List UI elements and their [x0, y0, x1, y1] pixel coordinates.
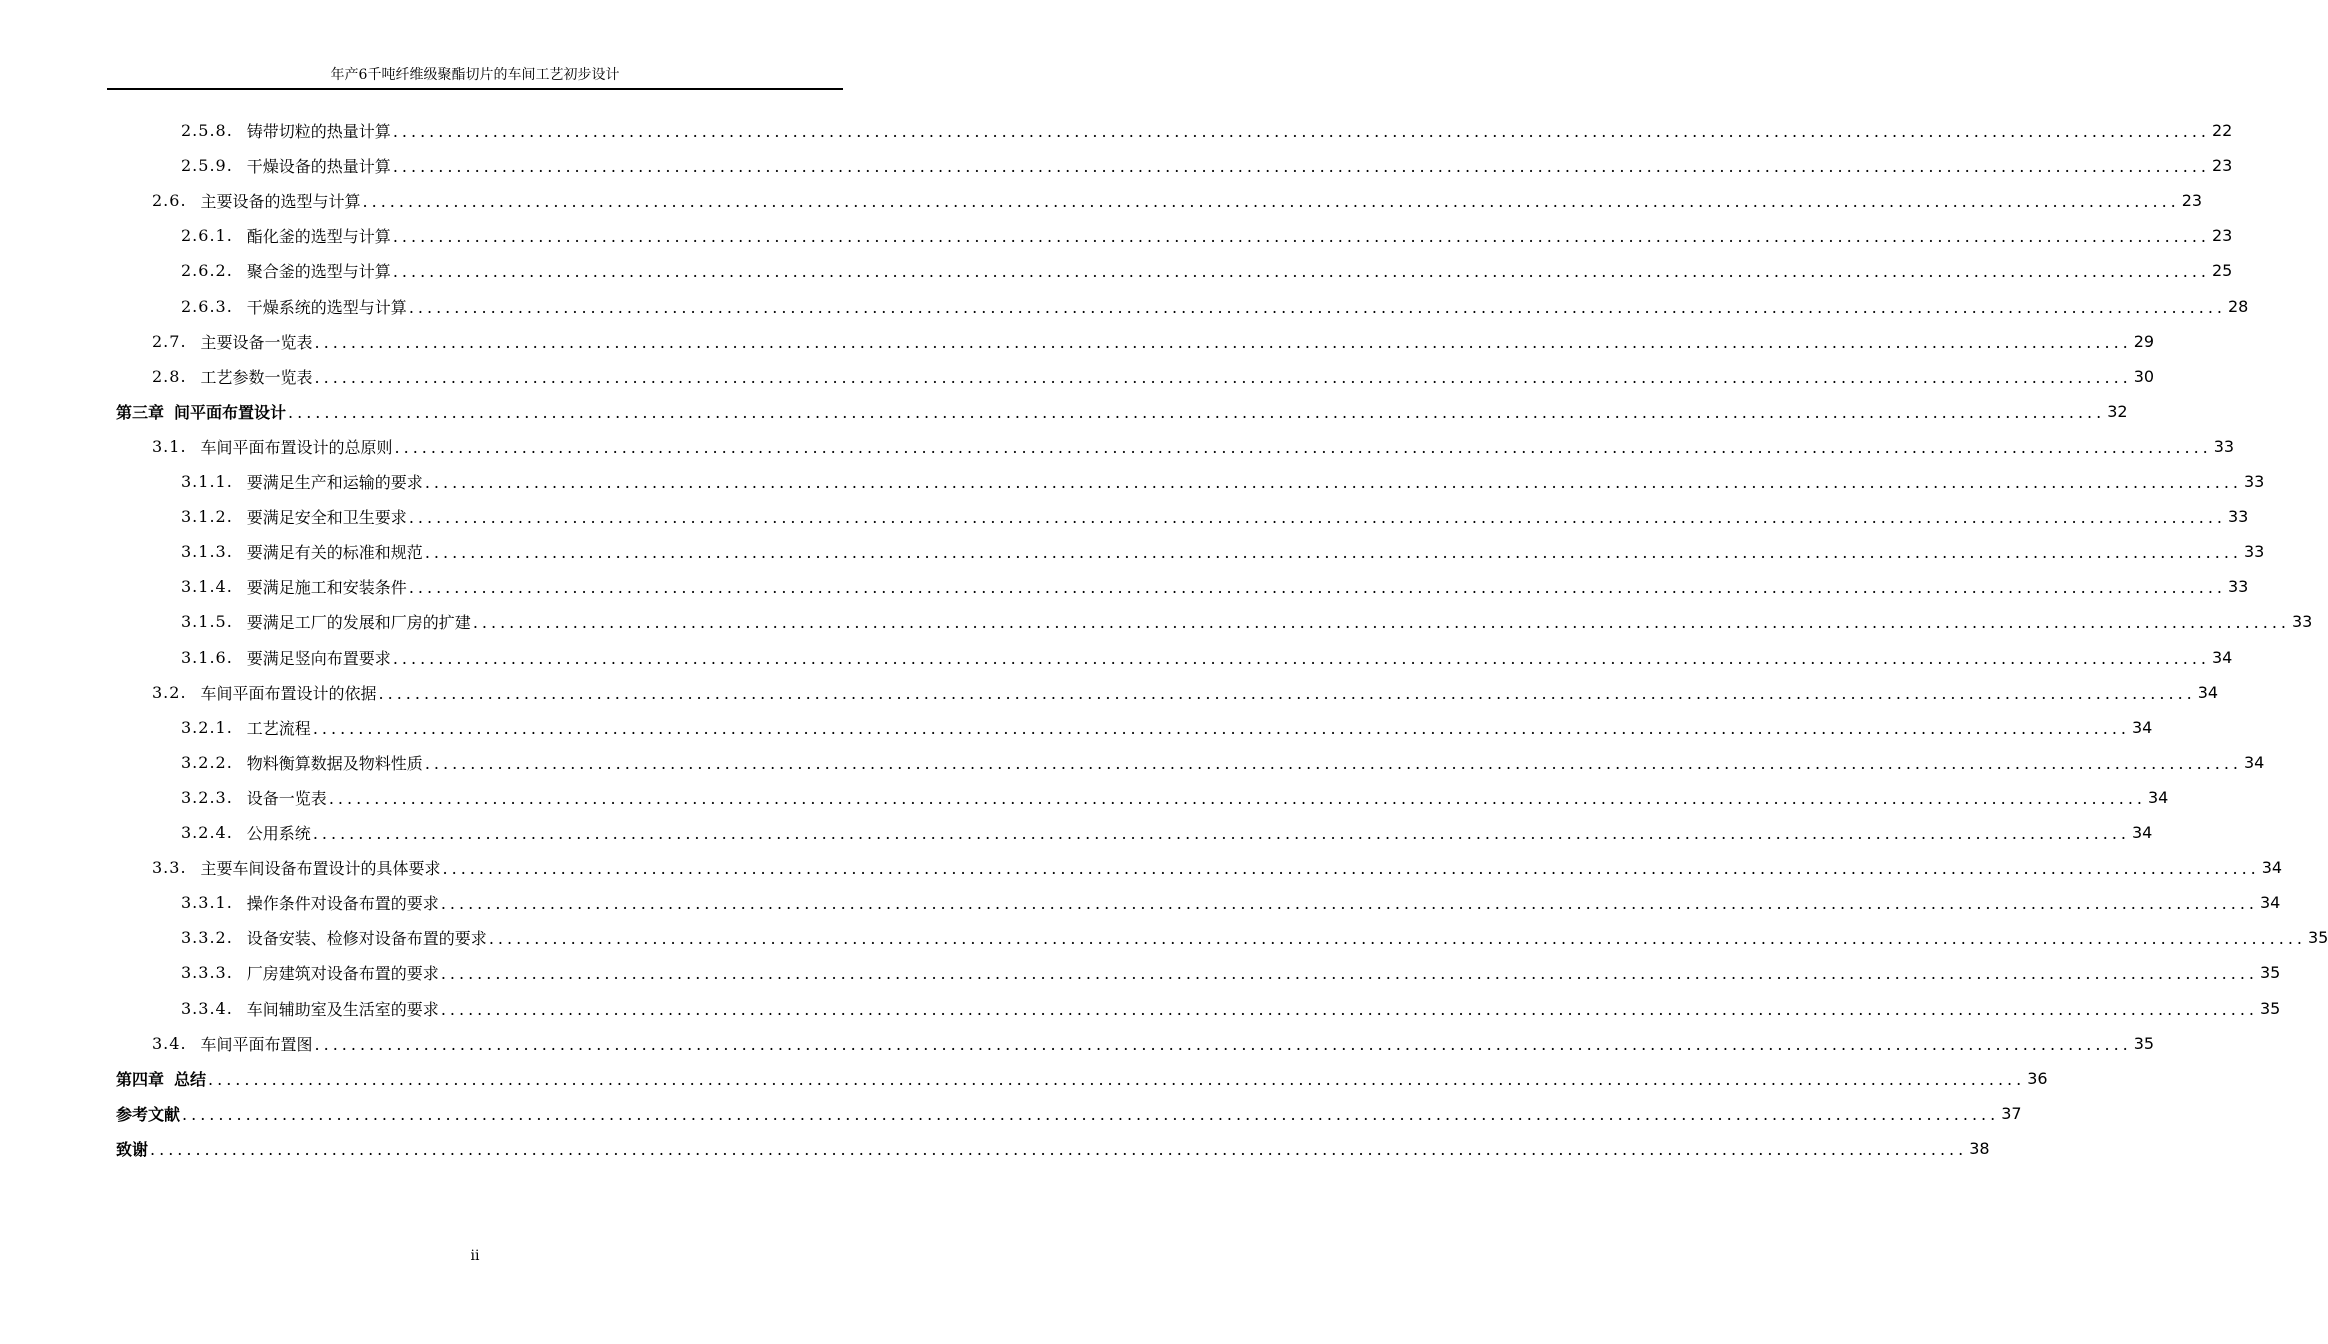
- toc-entry-number: 3.3.4.: [181, 998, 233, 1018]
- toc-entry-page: 36: [2027, 1068, 2048, 1088]
- toc-entry-page: 25: [2212, 261, 2233, 281]
- toc-entry-title: 物料衡算数据及物料性质: [246, 753, 423, 773]
- toc-entry[interactable]: [152, 324, 2155, 359]
- toc-entry-number: 3.2.: [152, 682, 187, 702]
- toc-entry[interactable]: [181, 815, 2153, 850]
- toc-entry-page: 23: [2181, 191, 2203, 211]
- toc-entry-page: 33: [2244, 472, 2265, 491]
- toc-entry-page: 22: [2212, 121, 2233, 140]
- dot-leader: ........................................................................................................................................................................................................: [424, 753, 2242, 773]
- toc-entry[interactable]: [116, 1061, 2048, 1096]
- toc-entry-title: 要满足安全和卫生要求: [246, 508, 407, 528]
- toc-entry-page: 33: [2228, 507, 2249, 527]
- dot-leader: ........................................................................................................................................................................................................: [392, 227, 2210, 247]
- toc-entry-title: 要满足施工和安装条件: [246, 578, 407, 598]
- toc-entry-title: 总结: [174, 1069, 207, 1089]
- toc-entry[interactable]: [181, 289, 2249, 324]
- toc-entry-title: 设备一览表: [246, 788, 327, 808]
- toc-entry-number: 3.1.2.: [181, 507, 233, 527]
- toc-entry-title: 要满足竖向布置要求: [246, 648, 391, 668]
- dot-leader: ........................................................................................................................................................................................................: [208, 1069, 2026, 1089]
- toc-entry[interactable]: [152, 359, 2155, 394]
- toc-entry-number: 2.5.8.: [181, 121, 233, 140]
- toc-entry-title: 设备安装、检修对设备布置的要求: [246, 929, 487, 949]
- toc-entry-page: 34: [2132, 823, 2153, 842]
- toc-entry[interactable]: [152, 850, 2283, 885]
- toc-entry-page: 35: [2260, 963, 2281, 983]
- toc-entry-title: 工艺流程: [246, 718, 311, 738]
- dot-leader: ........................................................................................................................................................................................................: [314, 367, 2132, 387]
- toc-entry-page: 34: [2244, 752, 2265, 772]
- dot-leader: ........................................................................................................................................................................................................: [408, 578, 2226, 598]
- dot-leader: ........................................................................................................................................................................................................: [314, 1034, 2132, 1054]
- toc-entry-title: 酯化釜的选型与计算: [246, 227, 391, 247]
- toc-entry-title: 致谢: [116, 1139, 149, 1159]
- toc-entry[interactable]: [152, 1026, 2155, 1061]
- page-number: ii: [470, 1248, 480, 1264]
- toc-entry-number: 2.8.: [152, 366, 187, 386]
- toc-entry-page: 37: [2001, 1103, 2022, 1123]
- dot-leader: ........................................................................................................................................................................................................: [440, 894, 2258, 914]
- dot-leader: ........................................................................................................................................................................................................: [362, 192, 2180, 212]
- toc-entry[interactable]: [181, 499, 2249, 534]
- toc-entry-title: 车间平面布置设计的总原则: [200, 437, 393, 457]
- toc-entry-page: 35: [2133, 1033, 2155, 1053]
- toc-entry[interactable]: [181, 569, 2249, 604]
- toc-entry-page: 33: [2228, 577, 2249, 597]
- toc-entry-number: 3.1.4.: [181, 577, 233, 597]
- dot-leader: ........................................................................................................................................................................................................: [288, 402, 2106, 422]
- toc-entry-title: 聚合釜的选型与计算: [246, 262, 391, 282]
- dot-leader: ........................................................................................................................................................................................................: [424, 543, 2242, 563]
- toc-entry-title: 间平面布置设计: [174, 402, 287, 422]
- toc-entry[interactable]: [116, 394, 2128, 429]
- dot-leader: ........................................................................................................................................................................................................: [150, 1139, 1968, 1159]
- toc-entry-number: 2.6.1.: [181, 226, 233, 246]
- dot-leader: ........................................................................................................................................................................................................: [312, 718, 2130, 738]
- toc-entry-number: 3.1.5.: [181, 612, 233, 632]
- toc-entry-page: 34: [2197, 682, 2219, 702]
- toc-entry-page: 34: [2261, 858, 2283, 878]
- toc-entry-number: 3.1.1.: [181, 472, 233, 491]
- toc-entry-number: 2.6.: [152, 191, 187, 211]
- toc-entry[interactable]: [181, 218, 2233, 253]
- toc-entry-title: 要满足有关的标准和规范: [246, 543, 423, 563]
- dot-leader: ........................................................................................................................................................................................................: [392, 157, 2210, 177]
- toc-entry-page: 33: [2244, 542, 2265, 562]
- header-rule: [107, 88, 843, 90]
- toc-entry-number: 3.3.1.: [181, 893, 233, 913]
- toc-entry-page: 33: [2292, 612, 2313, 632]
- toc-entry-page: 34: [2260, 893, 2281, 913]
- toc-entry[interactable]: [181, 710, 2153, 745]
- toc-entry[interactable]: [181, 113, 2233, 148]
- toc-entry-number: 3.1.3.: [181, 542, 233, 562]
- toc-entry[interactable]: [152, 429, 2235, 464]
- toc-entry-title: 车间平面布置图: [200, 1034, 313, 1054]
- toc-entry-number: 3.3.3.: [181, 963, 233, 983]
- toc-entry-number: 3.4.: [152, 1033, 187, 1053]
- toc-entry-page: 30: [2133, 366, 2155, 386]
- toc-entry-title: 要满足工厂的发展和厂房的扩建: [246, 613, 471, 633]
- dot-leader: ........................................................................................................................................................................................................: [394, 437, 2212, 457]
- toc-entry-title: 要满足生产和运输的要求: [246, 473, 423, 492]
- toc-entry-page: 34: [2148, 787, 2169, 807]
- toc-entry[interactable]: [181, 604, 2313, 639]
- toc-entry-number: 第三章: [116, 402, 165, 422]
- toc-entry-number: 3.3.2.: [181, 928, 233, 948]
- toc-entry-title: 干燥设备的热量计算: [246, 157, 391, 177]
- toc-entry[interactable]: [152, 183, 2203, 218]
- toc-entry-title: 干燥系统的选型与计算: [246, 297, 407, 317]
- toc-entry-number: 3.1.6.: [181, 647, 233, 667]
- toc-entry[interactable]: [116, 1096, 2022, 1131]
- dot-leader: ........................................................................................................................................................................................................: [424, 473, 2242, 492]
- dot-leader: ........................................................................................................................................................................................................: [182, 1104, 2000, 1124]
- dot-leader: ........................................................................................................................................................................................................: [440, 964, 2258, 984]
- toc-entry-title: 厂房建筑对设备布置的要求: [246, 964, 439, 984]
- toc-entry-page: 33: [2213, 436, 2235, 456]
- running-header: 年产6千吨纤维级聚酯切片的车间工艺初步设计: [330, 67, 620, 83]
- toc-entry[interactable]: [181, 745, 2265, 780]
- toc-entry[interactable]: [181, 464, 2265, 499]
- toc-entry-title: 主要车间设备布置设计的具体要求: [200, 859, 441, 879]
- toc-entry-title: 工艺参数一览表: [200, 367, 313, 387]
- toc-entry-number: 2.6.2.: [181, 261, 233, 281]
- toc-entry-title: 参考文献: [116, 1104, 181, 1124]
- toc-entry[interactable]: [181, 253, 2233, 288]
- toc-entry[interactable]: [181, 920, 2328, 955]
- toc-entry-number: 2.7.: [152, 331, 187, 351]
- dot-leader: ........................................................................................................................................................................................................: [328, 788, 2146, 808]
- toc-entry[interactable]: [181, 885, 2281, 920]
- toc-entry-number: 3.2.2.: [181, 752, 233, 772]
- toc-entry-number: 3.1.: [152, 436, 187, 456]
- dot-leader: ........................................................................................................................................................................................................: [408, 508, 2226, 528]
- toc-entry-title: 公用系统: [246, 824, 311, 843]
- toc-entry-page: 29: [2133, 331, 2155, 351]
- toc-entry-page: 38: [1969, 1138, 1990, 1158]
- toc-entry-page: 34: [2212, 647, 2233, 667]
- dot-leader: ........................................................................................................................................................................................................: [314, 332, 2132, 352]
- dot-leader: ........................................................................................................................................................................................................: [378, 683, 2196, 703]
- toc-entry-page: 35: [2308, 928, 2328, 948]
- toc-entry[interactable]: [181, 148, 2233, 183]
- toc-entry-page: 28: [2228, 296, 2249, 316]
- toc-entry-title: 车间辅助室及生活室的要求: [246, 999, 439, 1019]
- dot-leader: ........................................................................................................................................................................................................: [392, 122, 2210, 141]
- toc-entry-title: 主要设备一览表: [200, 332, 313, 352]
- toc-entry[interactable]: [116, 1131, 1990, 1166]
- toc-entry[interactable]: [181, 640, 2233, 675]
- toc-entry-number: 2.6.3.: [181, 296, 233, 316]
- toc-entry[interactable]: [181, 534, 2265, 569]
- toc-entry[interactable]: [181, 955, 2281, 990]
- toc-entry[interactable]: [181, 991, 2281, 1026]
- toc-entry[interactable]: [152, 675, 2219, 710]
- toc-entry-title: 铸带切粒的热量计算: [246, 122, 391, 141]
- dot-leader: ........................................................................................................................................................................................................: [408, 297, 2226, 317]
- toc-entry-number: 3.2.4.: [181, 823, 233, 842]
- dot-leader: ........................................................................................................................................................................................................: [440, 999, 2258, 1019]
- toc-entry-page: 32: [2107, 401, 2128, 421]
- dot-leader: ........................................................................................................................................................................................................: [442, 859, 2260, 879]
- toc-entry-title: 主要设备的选型与计算: [200, 192, 361, 212]
- toc-entry[interactable]: [181, 780, 2169, 815]
- toc-entry-title: 操作条件对设备布置的要求: [246, 894, 439, 914]
- toc-entry-number: 第四章: [116, 1069, 165, 1089]
- toc-entry-number: 3.2.3.: [181, 787, 233, 807]
- toc-entry-title: 车间平面布置设计的依据: [200, 683, 377, 703]
- dot-leader: ........................................................................................................................................................................................................: [312, 824, 2130, 843]
- toc-entry-page: 35: [2260, 998, 2281, 1018]
- dot-leader: ........................................................................................................................................................................................................: [392, 648, 2210, 668]
- dot-leader: ........................................................................................................................................................................................................: [488, 929, 2306, 949]
- dot-leader: ........................................................................................................................................................................................................: [392, 262, 2210, 282]
- toc-entry-page: 23: [2212, 156, 2233, 176]
- dot-leader: ........................................................................................................................................................................................................: [472, 613, 2290, 633]
- toc-entry-page: 23: [2212, 226, 2233, 246]
- toc-entry-number: 3.3.: [152, 858, 187, 878]
- toc-entry-number: 2.5.9.: [181, 156, 233, 176]
- toc-entry-page: 34: [2132, 717, 2153, 737]
- toc-entry-number: 3.2.1.: [181, 717, 233, 737]
